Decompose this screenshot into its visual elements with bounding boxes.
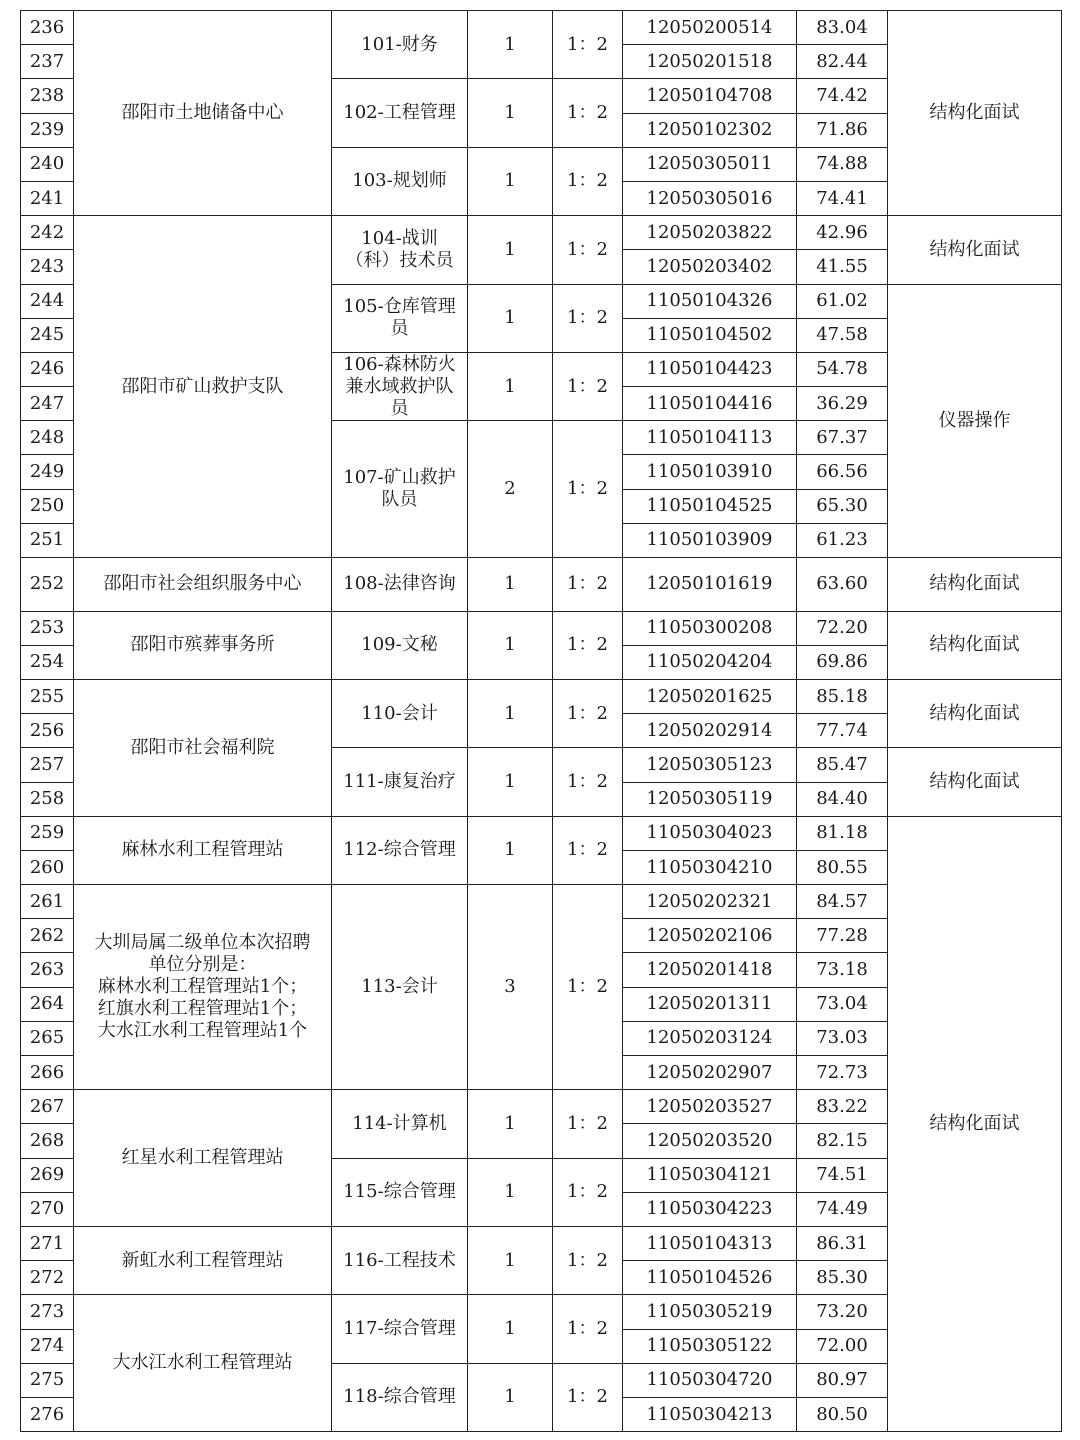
table-body <box>21 11 1062 1432</box>
interview-ratio: 1：2 <box>553 216 623 284</box>
exam-results-table <box>20 10 1062 1432</box>
interview-ratio: 1：2 <box>553 284 623 352</box>
exam-id: 12050202106 <box>623 919 797 953</box>
interview-ratio: 1：2 <box>553 147 623 215</box>
hiring-quota: 3 <box>468 885 553 1090</box>
row-number: 276 <box>21 1397 74 1431</box>
row-number: 256 <box>21 714 74 748</box>
written-score: 72.00 <box>797 1329 888 1363</box>
unit-name: 邵阳市殡葬事务所 <box>74 611 332 679</box>
unit-name: 红星水利工程管理站 <box>74 1090 332 1227</box>
exam-id: 11050103909 <box>623 523 797 557</box>
unit-name: 邵阳市社会福利院 <box>74 679 332 816</box>
written-score: 69.86 <box>797 645 888 679</box>
exam-id: 12050305011 <box>623 147 797 181</box>
written-score: 86.31 <box>797 1226 888 1260</box>
hiring-quota: 1 <box>468 748 553 816</box>
hiring-quota: 1 <box>468 352 553 420</box>
row-number: 264 <box>21 987 74 1021</box>
exam-id: 11050104502 <box>623 318 797 352</box>
position-name: 103-规划师 <box>332 147 468 215</box>
interview-ratio: 1：2 <box>553 1226 623 1294</box>
table-row <box>21 216 1062 250</box>
assessment-method: 结构化面试 <box>888 816 1062 1431</box>
row-number: 244 <box>21 284 74 318</box>
written-score: 85.47 <box>797 748 888 782</box>
row-number: 237 <box>21 45 74 79</box>
assessment-method: 结构化面试 <box>888 558 1062 612</box>
written-score: 72.73 <box>797 1056 888 1090</box>
written-score: 83.04 <box>797 11 888 45</box>
unit-name: 新虹水利工程管理站 <box>74 1226 332 1294</box>
written-score: 80.50 <box>797 1397 888 1431</box>
written-score: 63.60 <box>797 558 888 612</box>
interview-ratio: 1：2 <box>553 421 623 558</box>
row-number: 250 <box>21 489 74 523</box>
exam-id: 12050200514 <box>623 11 797 45</box>
row-number: 262 <box>21 919 74 953</box>
row-number: 239 <box>21 113 74 147</box>
row-number: 257 <box>21 748 74 782</box>
hiring-quota: 1 <box>468 79 553 147</box>
row-number: 245 <box>21 318 74 352</box>
interview-ratio: 1：2 <box>553 679 623 747</box>
hiring-quota: 1 <box>468 611 553 679</box>
position-name: 111-康复治疗 <box>332 748 468 816</box>
assessment-method: 结构化面试 <box>888 748 1062 816</box>
row-number: 265 <box>21 1021 74 1055</box>
hiring-quota: 1 <box>468 147 553 215</box>
table-row <box>21 611 1062 645</box>
row-number: 274 <box>21 1329 74 1363</box>
row-number: 236 <box>21 11 74 45</box>
exam-id: 11050104326 <box>623 284 797 318</box>
written-score: 73.04 <box>797 987 888 1021</box>
written-score: 66.56 <box>797 455 888 489</box>
position-name: 104-战训 （科）技术员 <box>332 216 468 284</box>
assessment-method: 仪器操作 <box>888 284 1062 558</box>
row-number: 241 <box>21 181 74 215</box>
row-number: 251 <box>21 523 74 557</box>
exam-id: 12050203124 <box>623 1021 797 1055</box>
written-score: 74.51 <box>797 1158 888 1192</box>
exam-id: 11050304223 <box>623 1192 797 1226</box>
written-score: 80.97 <box>797 1363 888 1397</box>
interview-ratio: 1：2 <box>553 79 623 147</box>
row-number: 254 <box>21 645 74 679</box>
written-score: 42.96 <box>797 216 888 250</box>
written-score: 82.15 <box>797 1124 888 1158</box>
position-name: 113-会计 <box>332 885 468 1090</box>
position-name: 107-矿山救护 队员 <box>332 421 468 558</box>
row-number: 238 <box>21 79 74 113</box>
written-score: 84.57 <box>797 885 888 919</box>
written-score: 36.29 <box>797 387 888 421</box>
exam-id: 11050304213 <box>623 1397 797 1431</box>
interview-ratio: 1：2 <box>553 1295 623 1363</box>
unit-name: 邵阳市矿山救护支队 <box>74 216 332 558</box>
position-name: 115-综合管理 <box>332 1158 468 1226</box>
position-name: 117-综合管理 <box>332 1295 468 1363</box>
unit-name: 大水江水利工程管理站 <box>74 1295 332 1432</box>
written-score: 74.49 <box>797 1192 888 1226</box>
exam-id: 12050201625 <box>623 679 797 713</box>
position-name: 108-法律咨询 <box>332 558 468 612</box>
hiring-quota: 1 <box>468 1158 553 1226</box>
row-number: 249 <box>21 455 74 489</box>
interview-ratio: 1：2 <box>553 816 623 884</box>
assessment-method: 结构化面试 <box>888 679 1062 747</box>
exam-id: 12050203402 <box>623 250 797 284</box>
hiring-quota: 1 <box>468 1363 553 1431</box>
row-number: 248 <box>21 421 74 455</box>
hiring-quota: 1 <box>468 284 553 352</box>
written-score: 84.40 <box>797 782 888 816</box>
written-score: 83.22 <box>797 1090 888 1124</box>
row-number: 258 <box>21 782 74 816</box>
exam-id: 12050201311 <box>623 987 797 1021</box>
row-number: 259 <box>21 816 74 850</box>
written-score: 61.23 <box>797 523 888 557</box>
exam-id: 12050203520 <box>623 1124 797 1158</box>
hiring-quota: 1 <box>468 216 553 284</box>
exam-id: 12050203822 <box>623 216 797 250</box>
position-name: 101-财务 <box>332 11 468 79</box>
written-score: 85.30 <box>797 1261 888 1295</box>
row-number: 272 <box>21 1261 74 1295</box>
position-name: 112-综合管理 <box>332 816 468 884</box>
hiring-quota: 1 <box>468 816 553 884</box>
exam-id: 11050104525 <box>623 489 797 523</box>
interview-ratio: 1：2 <box>553 1158 623 1226</box>
interview-ratio: 1：2 <box>553 1090 623 1158</box>
written-score: 77.28 <box>797 919 888 953</box>
interview-ratio: 1：2 <box>553 352 623 420</box>
hiring-quota: 1 <box>468 11 553 79</box>
written-score: 77.74 <box>797 714 888 748</box>
written-score: 67.37 <box>797 421 888 455</box>
position-name: 118-综合管理 <box>332 1363 468 1431</box>
exam-id: 11050305219 <box>623 1295 797 1329</box>
written-score: 81.18 <box>797 816 888 850</box>
exam-id: 12050202914 <box>623 714 797 748</box>
row-number: 273 <box>21 1295 74 1329</box>
written-score: 54.78 <box>797 352 888 386</box>
exam-id: 12050305123 <box>623 748 797 782</box>
table-row <box>21 11 1062 45</box>
exam-id: 11050300208 <box>623 611 797 645</box>
assessment-method: 结构化面试 <box>888 11 1062 216</box>
exam-id: 11050103910 <box>623 455 797 489</box>
row-number: 240 <box>21 147 74 181</box>
row-number: 253 <box>21 611 74 645</box>
written-score: 74.41 <box>797 181 888 215</box>
exam-id: 12050201518 <box>623 45 797 79</box>
written-score: 73.18 <box>797 953 888 987</box>
exam-id: 12050201418 <box>623 953 797 987</box>
hiring-quota: 2 <box>468 421 553 558</box>
written-score: 41.55 <box>797 250 888 284</box>
exam-id: 12050305016 <box>623 181 797 215</box>
written-score: 47.58 <box>797 318 888 352</box>
assessment-method: 结构化面试 <box>888 611 1062 679</box>
exam-id: 11050304121 <box>623 1158 797 1192</box>
row-number: 246 <box>21 352 74 386</box>
exam-id: 11050304210 <box>623 850 797 884</box>
exam-id: 11050304023 <box>623 816 797 850</box>
exam-id: 11050104313 <box>623 1226 797 1260</box>
row-number: 261 <box>21 885 74 919</box>
written-score: 65.30 <box>797 489 888 523</box>
written-score: 73.03 <box>797 1021 888 1055</box>
exam-id: 12050203527 <box>623 1090 797 1124</box>
exam-id: 11050104526 <box>623 1261 797 1295</box>
exam-id: 11050104113 <box>623 421 797 455</box>
exam-id: 12050202321 <box>623 885 797 919</box>
interview-ratio: 1：2 <box>553 748 623 816</box>
row-number: 275 <box>21 1363 74 1397</box>
row-number: 260 <box>21 850 74 884</box>
row-number: 267 <box>21 1090 74 1124</box>
hiring-quota: 1 <box>468 679 553 747</box>
position-name: 106-森林防火 兼水域救护队 员 <box>332 352 468 420</box>
written-score: 71.86 <box>797 113 888 147</box>
hiring-quota: 1 <box>468 1090 553 1158</box>
row-number: 243 <box>21 250 74 284</box>
position-name: 105-仓库管理 员 <box>332 284 468 352</box>
interview-ratio: 1：2 <box>553 558 623 612</box>
hiring-quota: 1 <box>468 1295 553 1363</box>
exam-id: 11050204204 <box>623 645 797 679</box>
position-name: 116-工程技术 <box>332 1226 468 1294</box>
exam-id: 12050101619 <box>623 558 797 612</box>
row-number: 252 <box>21 558 74 612</box>
position-name: 109-文秘 <box>332 611 468 679</box>
row-number: 255 <box>21 679 74 713</box>
row-number: 242 <box>21 216 74 250</box>
exam-id: 12050102302 <box>623 113 797 147</box>
written-score: 74.88 <box>797 147 888 181</box>
row-number: 269 <box>21 1158 74 1192</box>
exam-id: 11050104416 <box>623 387 797 421</box>
row-number: 268 <box>21 1124 74 1158</box>
written-score: 85.18 <box>797 679 888 713</box>
written-score: 61.02 <box>797 284 888 318</box>
hiring-quota: 1 <box>468 1226 553 1294</box>
written-score: 74.42 <box>797 79 888 113</box>
row-number: 263 <box>21 953 74 987</box>
position-name: 114-计算机 <box>332 1090 468 1158</box>
written-score: 72.20 <box>797 611 888 645</box>
unit-name: 大圳局属二级单位本次招聘 单位分别是： 麻林水利工程管理站1个； 红旗水利工程管理站1个； 大水江水利工程管理站1个 <box>74 885 332 1090</box>
exam-id: 12050202907 <box>623 1056 797 1090</box>
written-score: 82.44 <box>797 45 888 79</box>
row-number: 270 <box>21 1192 74 1226</box>
position-name: 110-会计 <box>332 679 468 747</box>
table-row <box>21 679 1062 713</box>
table-row <box>21 558 1062 612</box>
assessment-method: 结构化面试 <box>888 216 1062 284</box>
unit-name: 邵阳市社会组织服务中心 <box>74 558 332 612</box>
exam-id: 12050104708 <box>623 79 797 113</box>
exam-id: 11050305122 <box>623 1329 797 1363</box>
interview-ratio: 1：2 <box>553 11 623 79</box>
written-score: 80.55 <box>797 850 888 884</box>
interview-ratio: 1：2 <box>553 885 623 1090</box>
row-number: 247 <box>21 387 74 421</box>
hiring-quota: 1 <box>468 558 553 612</box>
table-row <box>21 816 1062 850</box>
exam-id: 12050305119 <box>623 782 797 816</box>
interview-ratio: 1：2 <box>553 1363 623 1431</box>
row-number: 271 <box>21 1226 74 1260</box>
written-score: 73.20 <box>797 1295 888 1329</box>
interview-ratio: 1：2 <box>553 611 623 679</box>
row-number: 266 <box>21 1056 74 1090</box>
unit-name: 麻林水利工程管理站 <box>74 816 332 884</box>
exam-id: 11050104423 <box>623 352 797 386</box>
position-name: 102-工程管理 <box>332 79 468 147</box>
exam-id: 11050304720 <box>623 1363 797 1397</box>
unit-name: 邵阳市土地储备中心 <box>74 11 332 216</box>
